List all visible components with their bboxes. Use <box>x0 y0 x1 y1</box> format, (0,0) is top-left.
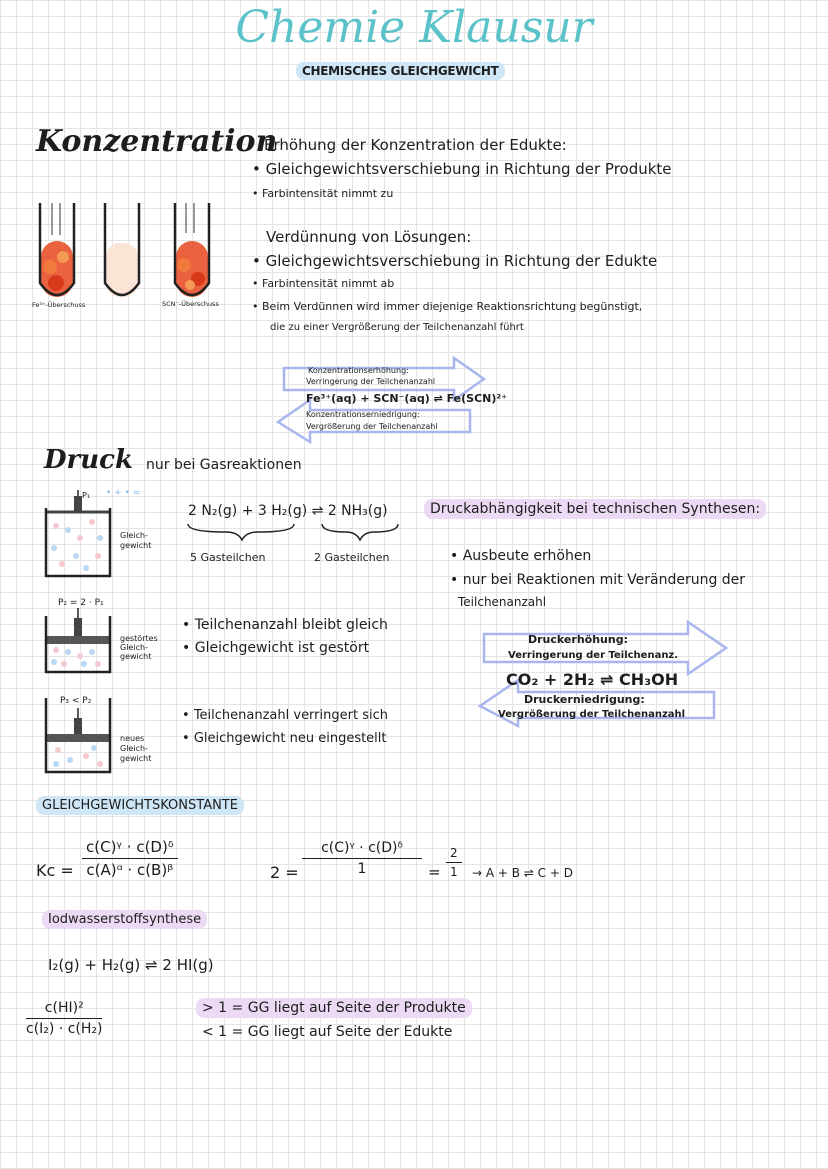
pressure-arrow-top-line: Verringerung der Teilchenanz. <box>508 650 679 661</box>
arrow-right-shape <box>484 622 726 674</box>
technical-point: Teilchenanzahl <box>458 595 547 609</box>
increase-point: • Gleichgewichtsverschiebung in Richtung der Produkte <box>252 160 672 178</box>
iod-numerator: c(HI)² <box>26 1000 102 1019</box>
increase-title: Erhöhung der Konzentration der Edukte: <box>264 136 567 154</box>
state3-point: • Gleichgewicht neu eingestellt <box>182 731 387 746</box>
kc-numerator: c(C)ᵞ · c(D)ᵟ <box>82 838 178 859</box>
pressure-arrow-bottom-line: Druckerniedrigung: <box>524 693 645 706</box>
kc-lhs: Kc = <box>36 861 74 880</box>
arrow-bottom-line: Konzentrationserniedrigung: <box>306 410 420 419</box>
p2-label: P₂ = 2 · P₁ <box>58 598 104 608</box>
iod-line-less: < 1 = GG liegt auf Seite der Edukte <box>202 1024 453 1040</box>
pressure-equation: CO₂ + 2H₂ ⇌ CH₃OH <box>506 670 679 689</box>
example-denominator: 1 <box>357 861 367 877</box>
state3-label: neues Gleich- gewicht <box>120 734 152 763</box>
pressure-arrow-bottom-line: Vergrößerung der Teilchenanzahl <box>498 709 686 720</box>
section-heading-druck: Druck <box>44 445 133 475</box>
gas-right: 2 Gasteilchen <box>314 551 390 564</box>
druck-subheading: nur bei Gasreaktionen <box>146 457 302 473</box>
haber-reaction: 2 N₂(g) + 3 H₂(g) ⇌ 2 NH₃(g) <box>188 503 388 519</box>
iod-fraction <box>26 1000 102 1037</box>
reaction-braces <box>186 522 406 542</box>
technical-point: • Ausbeute erhöhen <box>450 548 592 564</box>
example-reaction: → A + B ⇌ C + D <box>472 866 573 880</box>
dilution-point: • Beim Verdünnen wird immer diejenige Reaktionsrichtung begünstigt, <box>252 300 643 313</box>
dilution-point: die zu einer Vergrößerung der Teilchenanzahl führt <box>270 322 524 333</box>
kc-fraction <box>82 838 178 879</box>
state1-label: Gleich- gewicht <box>120 531 152 550</box>
technical-title: Druckabhängigkeit bei technischen Synthesen: <box>424 499 766 519</box>
state2-point: • Gleichgewicht ist gestört <box>182 640 370 656</box>
iod-denominator: c(I₂) · c(H₂) <box>26 1021 103 1037</box>
page-subtitle: CHEMISCHES GLEICHGEWICHT <box>296 62 505 80</box>
example-fraction <box>302 840 422 877</box>
section-heading-konstante: GLEICHGEWICHTSKONSTANTE <box>36 796 244 815</box>
example-numerator: c(C)ᵞ · c(D)ᵟ <box>302 840 422 859</box>
tube-right-label: SCN⁻-Überschuss <box>162 300 219 308</box>
test-tubes-illustration <box>30 195 230 307</box>
dilution-point: • Gleichgewichtsverschiebung in Richtung der Edukte <box>252 252 658 270</box>
dilution-title: Verdünnung von Lösungen: <box>266 228 472 246</box>
section-heading-iod: Iodwasserstoffsynthese <box>42 910 207 929</box>
state2-point: • Teilchenanzahl bleibt gleich <box>182 617 388 633</box>
iod-reaction: I₂(g) + H₂(g) ⇌ 2 HI(g) <box>48 956 214 974</box>
pressure-arrow-top-line: Druckerhöhung: <box>528 633 628 646</box>
tube-left-label: Fe³⁺-Überschuss <box>32 301 86 309</box>
pressure-containers <box>40 486 120 776</box>
dilution-point: • Farbintensität nimmt ab <box>252 277 395 290</box>
section-heading-konzentration: Konzentration <box>36 124 278 159</box>
arrow-left-shape <box>278 400 470 442</box>
arrow-top-line: Konzentrationserhöhung: <box>308 366 409 375</box>
arrow-bottom-line: Vergrößerung der Teilchenanzahl <box>306 422 438 431</box>
example-small-fraction: $\frac{2}{1}$ <box>446 846 462 879</box>
state2-label: gestörtes Gleich- gewicht <box>120 634 158 661</box>
p3-label: P₃ < P₂ <box>60 696 92 706</box>
page-title: Chemie Klausur <box>235 2 593 53</box>
technical-point: • nur bei Reaktionen mit Veränderung der <box>450 572 746 588</box>
example-lhs: 2 = <box>270 863 299 882</box>
kc-denominator: c(A)ᵅ · c(B)ᵝ <box>86 861 174 879</box>
gas-left: 5 Gasteilchen <box>190 551 266 564</box>
concentration-equation: Fe³⁺(aq) + SCN⁻(aq) ⇌ Fe(SCN)²⁺ <box>306 392 508 405</box>
example-equals: = <box>428 863 441 881</box>
p1-label: P₁ <box>82 491 91 500</box>
iod-line-greater: > 1 = GG liegt auf Seite der Produkte <box>196 998 472 1018</box>
arrow-top-line: Verringerung der Teilchenanzahl <box>306 377 436 386</box>
state3-point: • Teilchenanzahl verringert sich <box>182 708 388 723</box>
increase-point: • Farbintensität nimmt zu <box>252 187 394 200</box>
legend: • + • = <box>106 488 141 498</box>
